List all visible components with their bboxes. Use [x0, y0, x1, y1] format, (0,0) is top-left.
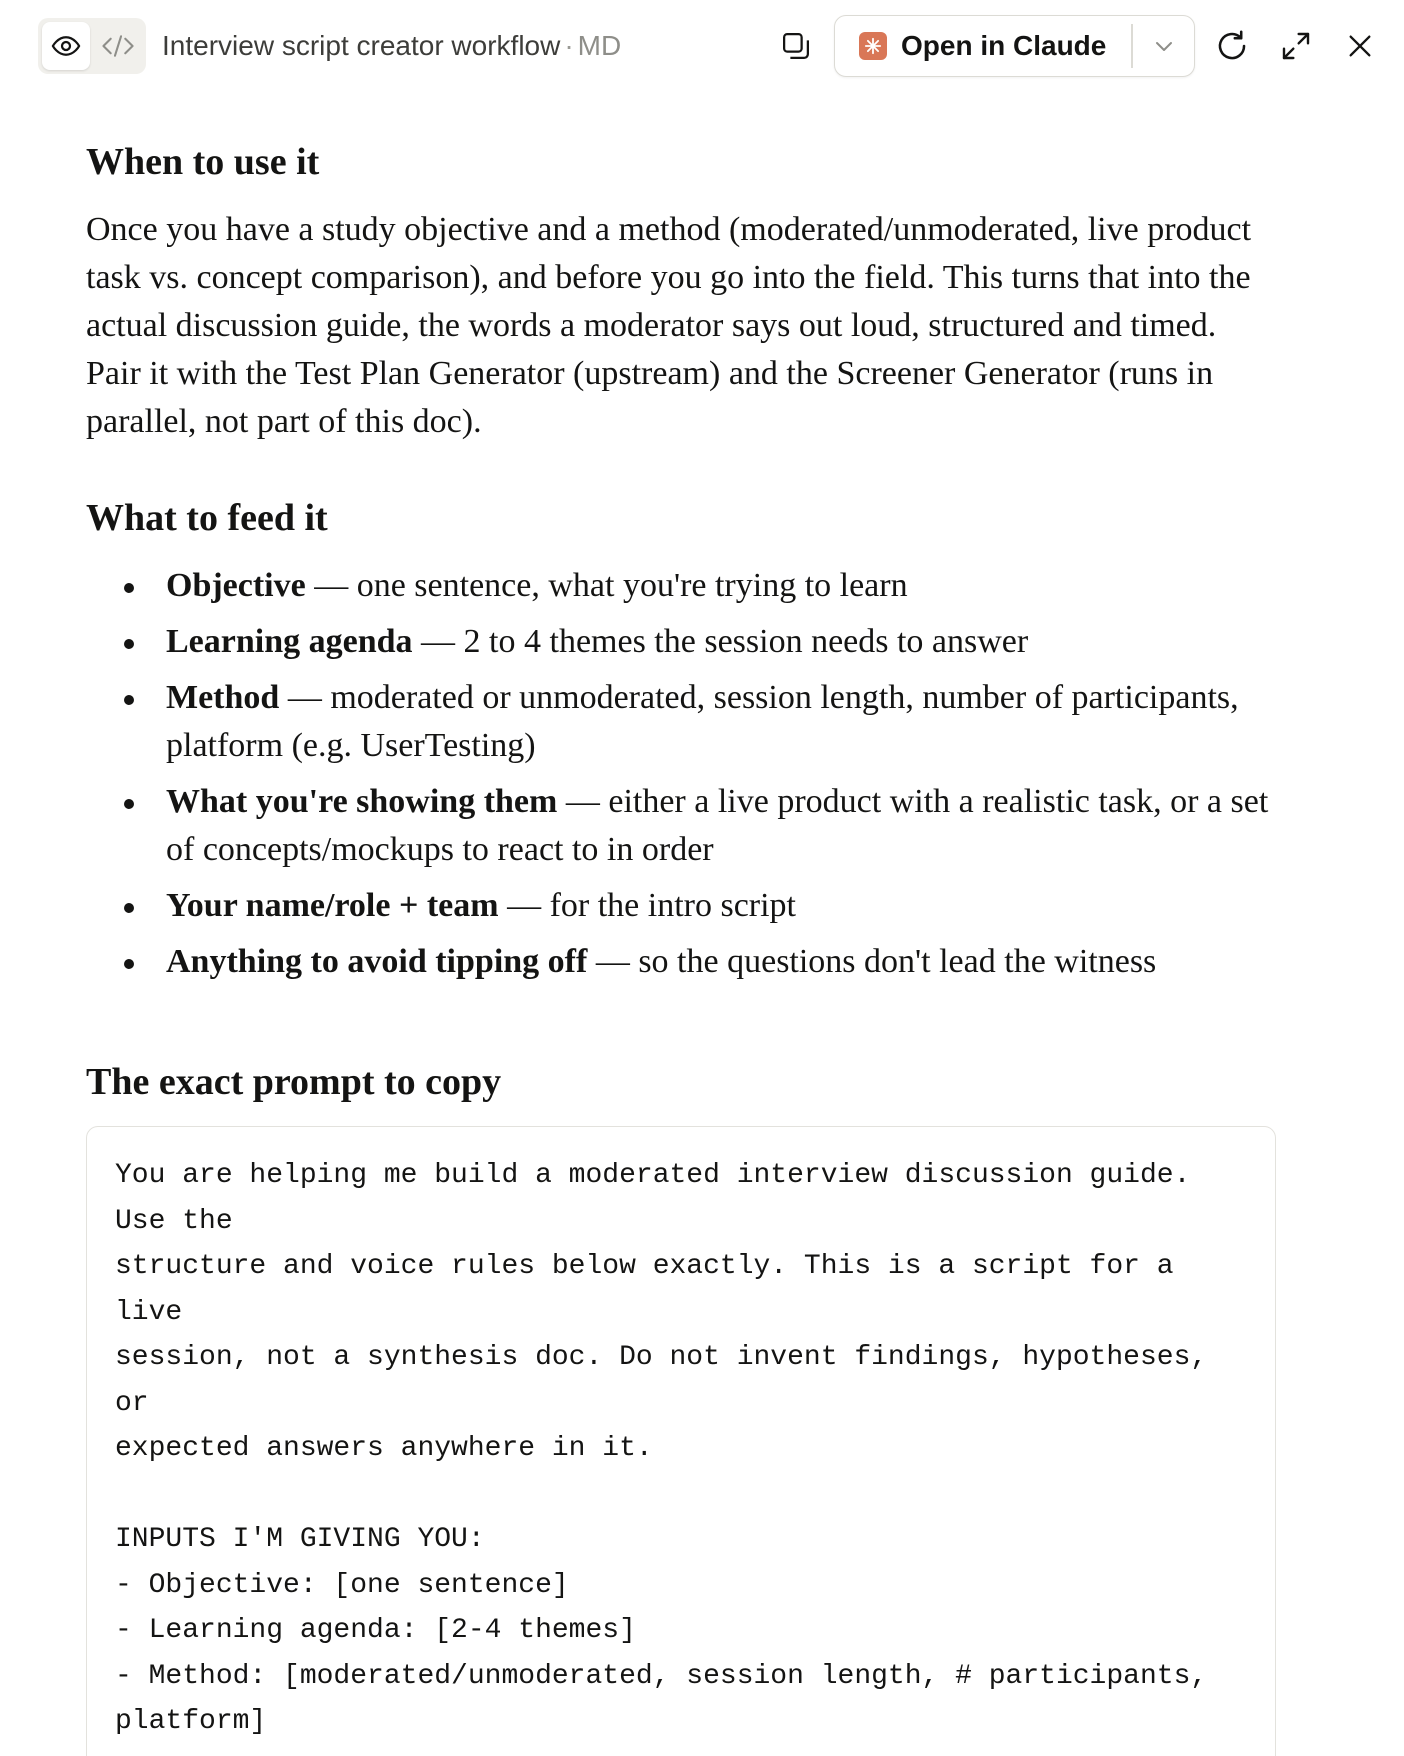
copy-icon: [781, 31, 811, 61]
document-type: MD: [577, 30, 622, 61]
section-heading-prompt: The exact prompt to copy: [86, 1061, 502, 1103]
preview-toggle-button[interactable]: [42, 22, 90, 70]
section-heading-feed: What to feed it: [86, 497, 328, 539]
code-line: You are helping me build a moderated interview discussion guide.: [115, 1160, 1191, 1191]
expand-icon: [1280, 30, 1312, 62]
copy-button[interactable]: [772, 22, 820, 70]
bullet-icon: [124, 583, 134, 593]
eye-icon: [51, 31, 81, 61]
code-line: expected answers anywhere in it.: [115, 1433, 653, 1464]
expand-button[interactable]: [1272, 22, 1320, 70]
list-item: [86, 674, 1276, 770]
code-line: structure and voice rules below exactly. This is a script for a: [115, 1251, 1174, 1282]
bullet-icon: [124, 639, 134, 649]
title-separator: ·: [564, 30, 574, 61]
code-line: session, not a synthesis doc. Do not invent findings, hypotheses,: [115, 1342, 1208, 1373]
list-item: [86, 882, 1276, 930]
list-item-text: — so the questions don't lead the witness: [587, 943, 1157, 980]
view-toggle: [38, 18, 146, 74]
list-item: [86, 562, 1276, 610]
code-icon: [101, 31, 135, 61]
code-line: - Learning agenda: [2-4 themes]: [115, 1615, 636, 1646]
open-options-dropdown[interactable]: [1133, 16, 1195, 75]
section-heading-when: When to use it: [86, 141, 320, 183]
list-item-label: What you're showing them: [166, 783, 558, 820]
document-title: [162, 28, 621, 64]
list-item-label: Objective: [166, 567, 306, 604]
code-line: platform]: [115, 1706, 267, 1737]
close-icon: [1346, 32, 1374, 60]
code-line: live: [115, 1296, 183, 1328]
code-line: INPUTS I'M GIVING YOU:: [115, 1524, 485, 1555]
list-item-text: — moderated or unmoderated, session length, number of participants, platform (e.g. UserTesting): [166, 679, 1239, 764]
section-paragraph-when: Once you have a study objective and a method (moderated/unmoderated, live product task vs. concept comparison), and before you go into the field. This turns that into the actual discussion guide, the words a moderator says out loud, structured and timed. Pair it with the Test Plan Generator (upstream) and the Screener Generator (runs in parallel, not part of this doc).: [86, 211, 1252, 440]
list-item: [86, 938, 1276, 986]
list-item-text: — 2 to 4 themes the session needs to answer: [412, 623, 1029, 660]
refresh-button[interactable]: [1208, 22, 1256, 70]
open-in-claude-group: [834, 15, 1195, 77]
code-line: or: [115, 1387, 149, 1419]
chevron-down-icon: [1152, 34, 1176, 58]
list-item: [86, 618, 1276, 666]
list-item-text: — one sentence, what you're trying to learn: [305, 567, 908, 604]
list-item-label: Anything to avoid tipping off: [166, 943, 588, 980]
list-item-text: — for the intro script: [498, 887, 796, 924]
refresh-icon: [1215, 29, 1249, 63]
code-toggle-button[interactable]: [94, 22, 142, 70]
code-line: - Method: [moderated/unmoderated, session length, # participants,: [115, 1660, 1208, 1692]
document-title-text: Interview script creator workflow: [162, 30, 561, 61]
open-in-claude-label: Open in Claude: [901, 29, 1107, 61]
inputs-list: [86, 562, 1276, 994]
code-line: Use the: [115, 1205, 233, 1237]
list-item: [86, 778, 1276, 874]
bullet-icon: [124, 903, 134, 913]
claude-logo-icon: [859, 32, 887, 60]
bullet-icon: [124, 959, 134, 969]
bullet-icon: [124, 695, 134, 705]
list-item-label: Learning agenda: [166, 623, 413, 660]
code-line: - Objective: [one sentence]: [115, 1569, 569, 1601]
open-in-claude-button[interactable]: [835, 16, 1131, 75]
bullet-icon: [124, 799, 134, 809]
code-line: [115, 1472, 1247, 1518]
prompt-code-block[interactable]: [86, 1126, 1276, 1756]
close-button[interactable]: [1336, 22, 1384, 70]
artifact-toolbar: [0, 0, 1404, 92]
list-item-label: Your name/role + team: [166, 887, 499, 924]
list-item-label: Method: [166, 679, 280, 716]
list-item-text: — either a live product with a realistic task, or a set of concepts/mockups to react to in order: [166, 783, 1269, 868]
